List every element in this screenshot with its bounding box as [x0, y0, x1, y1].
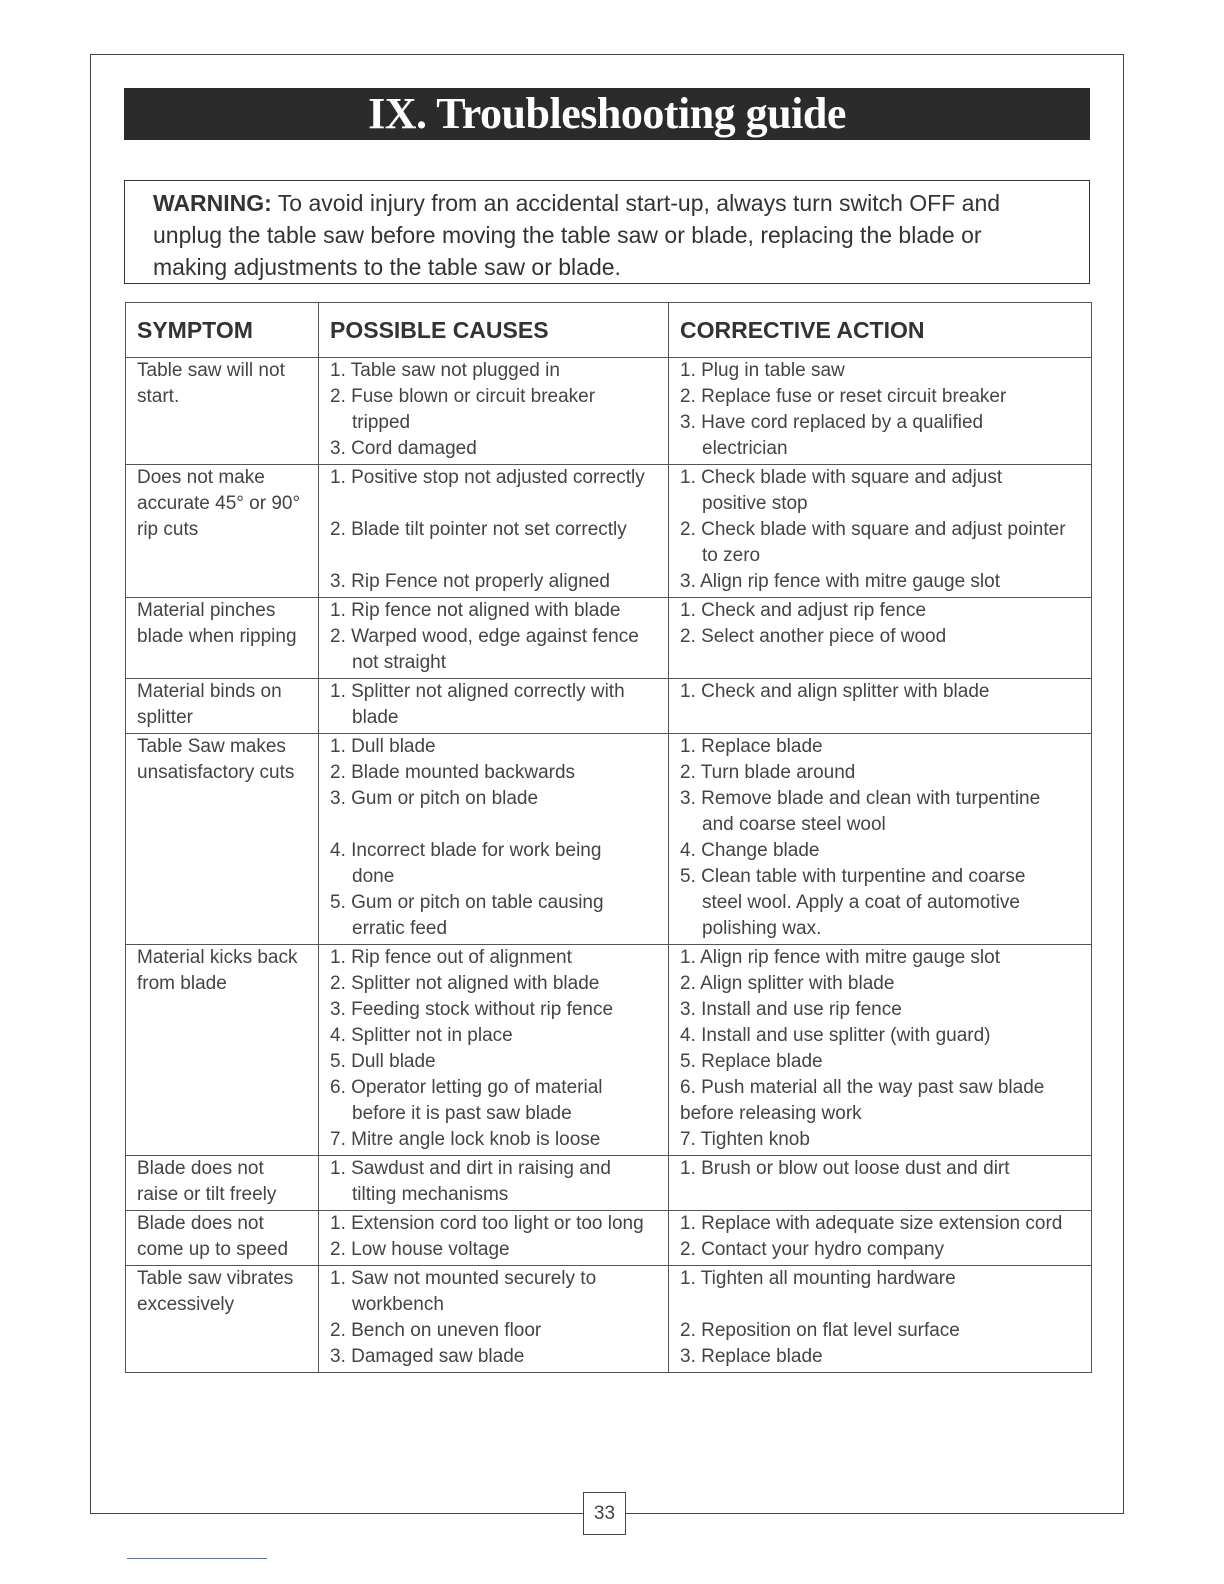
table-row — [126, 598, 1092, 679]
bottom-rule-left — [90, 1513, 583, 1514]
cell-line: 2. Replace fuse or reset circuit breaker — [680, 386, 1007, 407]
line-spacer — [330, 812, 660, 838]
line-spacer — [330, 491, 660, 517]
cell-line: blade when ripping — [137, 626, 297, 647]
header-possible-causes: POSSIBLE CAUSES — [319, 303, 669, 358]
warning-line-1 — [153, 187, 1069, 219]
cell-line: 1. Extension cord too light or too long — [330, 1213, 644, 1234]
cell-line: Blade does not — [137, 1158, 264, 1179]
causes-cell — [319, 1211, 669, 1266]
cell-line: from blade — [137, 973, 227, 994]
table-row — [126, 465, 1092, 598]
causes-cell — [319, 945, 669, 1156]
warning-line-2: unplug the table saw before moving the table saw or blade, replacing the blade or — [153, 222, 982, 248]
actions-cell — [669, 679, 1092, 734]
cell-line: 2. Fuse blown or circuit breaker — [330, 386, 596, 407]
cell-line: Table saw vibrates — [137, 1268, 294, 1289]
cell-line: 6. Push material all the way past saw blade — [680, 1077, 1045, 1098]
cell-line: 2. Check blade with square and adjust pointer — [680, 519, 1066, 540]
causes-cell — [319, 1266, 669, 1373]
cell-line: 1. Table saw not plugged in — [330, 360, 560, 381]
cell-line: not straight — [352, 652, 446, 673]
cell-line: 1. Sawdust and dirt in raising and — [330, 1158, 611, 1179]
cell-line: Blade does not — [137, 1213, 264, 1234]
cell-line: 5. Dull blade — [330, 1051, 436, 1072]
cell-line: accurate 45° or 90° — [137, 493, 301, 514]
page-number: 33 — [583, 1492, 626, 1535]
cell-line: 7. Tighten knob — [680, 1129, 810, 1150]
cell-line: 4. Splitter not in place — [330, 1025, 513, 1046]
cell-line: excessively — [137, 1294, 235, 1315]
actions-cell — [669, 945, 1092, 1156]
cell-line: 2. Turn blade around — [680, 762, 856, 783]
cell-line: blade — [352, 707, 399, 728]
cell-line: 1. Rip fence not aligned with blade — [330, 600, 621, 621]
symptom-cell — [126, 1156, 319, 1211]
table-row — [126, 945, 1092, 1156]
header-corrective-action: CORRECTIVE ACTION — [669, 303, 1092, 358]
actions-cell — [669, 1266, 1092, 1373]
symptom-cell — [126, 358, 319, 465]
warning-box — [124, 180, 1090, 284]
cell-line: 5. Replace blade — [680, 1051, 823, 1072]
table-row — [126, 679, 1092, 734]
cell-line: 3. Have cord replaced by a qualified — [680, 412, 984, 433]
footer-link-line — [127, 1558, 267, 1559]
cell-line: 1. Brush or blow out loose dust and dirt — [680, 1158, 1010, 1179]
symptom-cell — [126, 1266, 319, 1373]
actions-cell — [669, 1156, 1092, 1211]
cell-line: 3. Install and use rip fence — [680, 999, 902, 1020]
warning-line-3: making adjustments to the table saw or blade. — [153, 254, 621, 280]
cell-line: 1. Positive stop not adjusted correctly — [330, 467, 645, 488]
cell-line: 1. Plug in table saw — [680, 360, 845, 381]
symptom-cell — [126, 598, 319, 679]
cell-line: splitter — [137, 707, 193, 728]
cell-line: unsatisfactory cuts — [137, 762, 295, 783]
cell-line: 1. Align rip fence with mitre gauge slot — [680, 947, 1001, 968]
cell-line: 1. Check and adjust rip fence — [680, 600, 927, 621]
table-row — [126, 1156, 1092, 1211]
troubleshooting-table — [125, 302, 1092, 1373]
cell-line: 2. Blade mounted backwards — [330, 762, 576, 783]
cell-line: 6. Operator letting go of material — [330, 1077, 603, 1098]
cell-line: 1. Splitter not aligned correctly with — [330, 681, 625, 702]
cell-line: start. — [137, 386, 180, 407]
actions-cell — [669, 465, 1092, 598]
cell-line: before releasing work — [680, 1103, 862, 1124]
cell-line: to zero — [702, 545, 761, 566]
cell-line: positive stop — [702, 493, 808, 514]
cell-line: 3. Replace blade — [680, 1346, 823, 1367]
causes-cell — [319, 679, 669, 734]
cell-line: 5. Gum or pitch on table causing — [330, 892, 604, 913]
symptom-cell — [126, 945, 319, 1156]
cell-line: raise or tilt freely — [137, 1184, 277, 1205]
cell-line: 5. Clean table with turpentine and coarse — [680, 866, 1026, 887]
line-spacer — [680, 1292, 1083, 1318]
section-title: IX. Troubleshooting guide — [368, 89, 846, 138]
cell-line: and coarse steel wool — [702, 814, 886, 835]
line-spacer — [330, 543, 660, 569]
warning-label: WARNING: — [153, 190, 272, 216]
cell-line: 1. Dull blade — [330, 736, 436, 757]
cell-line: 2. Low house voltage — [330, 1239, 510, 1260]
header-symptom: SYMPTOM — [126, 303, 319, 358]
cell-line: 2. Select another piece of wood — [680, 626, 947, 647]
cell-line: 1. Check and align splitter with blade — [680, 681, 990, 702]
cell-line: done — [352, 866, 395, 887]
cell-line: 2. Align splitter with blade — [680, 973, 895, 994]
cell-line: 2. Splitter not aligned with blade — [330, 973, 600, 994]
table-row — [126, 1266, 1092, 1373]
cell-line: 3. Gum or pitch on blade — [330, 788, 539, 809]
cell-line: Does not make — [137, 467, 265, 488]
cell-line: 3. Cord damaged — [330, 438, 477, 459]
table-row — [126, 734, 1092, 945]
cell-line: 2. Bench on uneven floor — [330, 1320, 542, 1341]
cell-line: 4. Install and use splitter (with guard) — [680, 1025, 991, 1046]
causes-cell — [319, 1156, 669, 1211]
table-row — [126, 358, 1092, 465]
cell-line: Material pinches — [137, 600, 276, 621]
cell-line: electrician — [702, 438, 788, 459]
cell-line: tripped — [352, 412, 411, 433]
causes-cell — [319, 734, 669, 945]
cell-line: workbench — [352, 1294, 444, 1315]
symptom-cell — [126, 465, 319, 598]
cell-line: erratic feed — [352, 918, 448, 939]
table-header-row — [126, 303, 1092, 358]
cell-line: 2. Warped wood, edge against fence — [330, 626, 639, 647]
symptom-cell — [126, 1211, 319, 1266]
cell-line: 4. Change blade — [680, 840, 820, 861]
cell-line: 1. Tighten all mounting hardware — [680, 1268, 956, 1289]
section-title-bar — [124, 88, 1090, 140]
cell-line: 3. Damaged saw blade — [330, 1346, 525, 1367]
cell-line: polishing wax. — [702, 918, 822, 939]
cell-line: 3. Feeding stock without rip fence — [330, 999, 614, 1020]
cell-line: 3. Remove blade and clean with turpentine — [680, 788, 1041, 809]
warning-text-1: To avoid injury from an accidental start-up, always turn switch OFF and — [271, 190, 1001, 216]
cell-line: 2. Contact your hydro company — [680, 1239, 945, 1260]
causes-cell — [319, 358, 669, 465]
symptom-cell — [126, 734, 319, 945]
cell-line: Table Saw makes — [137, 736, 286, 757]
cell-line: Material kicks back — [137, 947, 298, 968]
cell-line: rip cuts — [137, 519, 199, 540]
cell-line: Material binds on — [137, 681, 282, 702]
cell-line: steel wool. Apply a coat of automotive — [702, 892, 1020, 913]
cell-line: 1. Saw not mounted securely to — [330, 1268, 597, 1289]
actions-cell — [669, 734, 1092, 945]
table-row — [126, 1211, 1092, 1266]
actions-cell — [669, 1211, 1092, 1266]
cell-line: come up to speed — [137, 1239, 289, 1260]
cell-line: before it is past saw blade — [352, 1103, 572, 1124]
cell-line: Table saw will not — [137, 360, 285, 381]
cell-line: 2. Reposition on flat level surface — [680, 1320, 960, 1341]
cell-line: 3. Align rip fence with mitre gauge slot — [680, 571, 1001, 592]
cell-line: 7. Mitre angle lock knob is loose — [330, 1129, 601, 1150]
cell-line: 1. Check blade with square and adjust — [680, 467, 1003, 488]
cell-line: tilting mechanisms — [352, 1184, 509, 1205]
cell-line: 3. Rip Fence not properly aligned — [330, 571, 610, 592]
cell-line: 1. Replace with adequate size extension cord — [680, 1213, 1063, 1234]
cell-line: 2. Blade tilt pointer not set correctly — [330, 519, 627, 540]
cell-line: 1. Rip fence out of alignment — [330, 947, 572, 968]
actions-cell — [669, 358, 1092, 465]
bottom-rule-right — [626, 1513, 1124, 1514]
actions-cell — [669, 598, 1092, 679]
causes-cell — [319, 465, 669, 598]
symptom-cell — [126, 679, 319, 734]
cell-line: 1. Replace blade — [680, 736, 823, 757]
causes-cell — [319, 598, 669, 679]
cell-line: 4. Incorrect blade for work being — [330, 840, 602, 861]
